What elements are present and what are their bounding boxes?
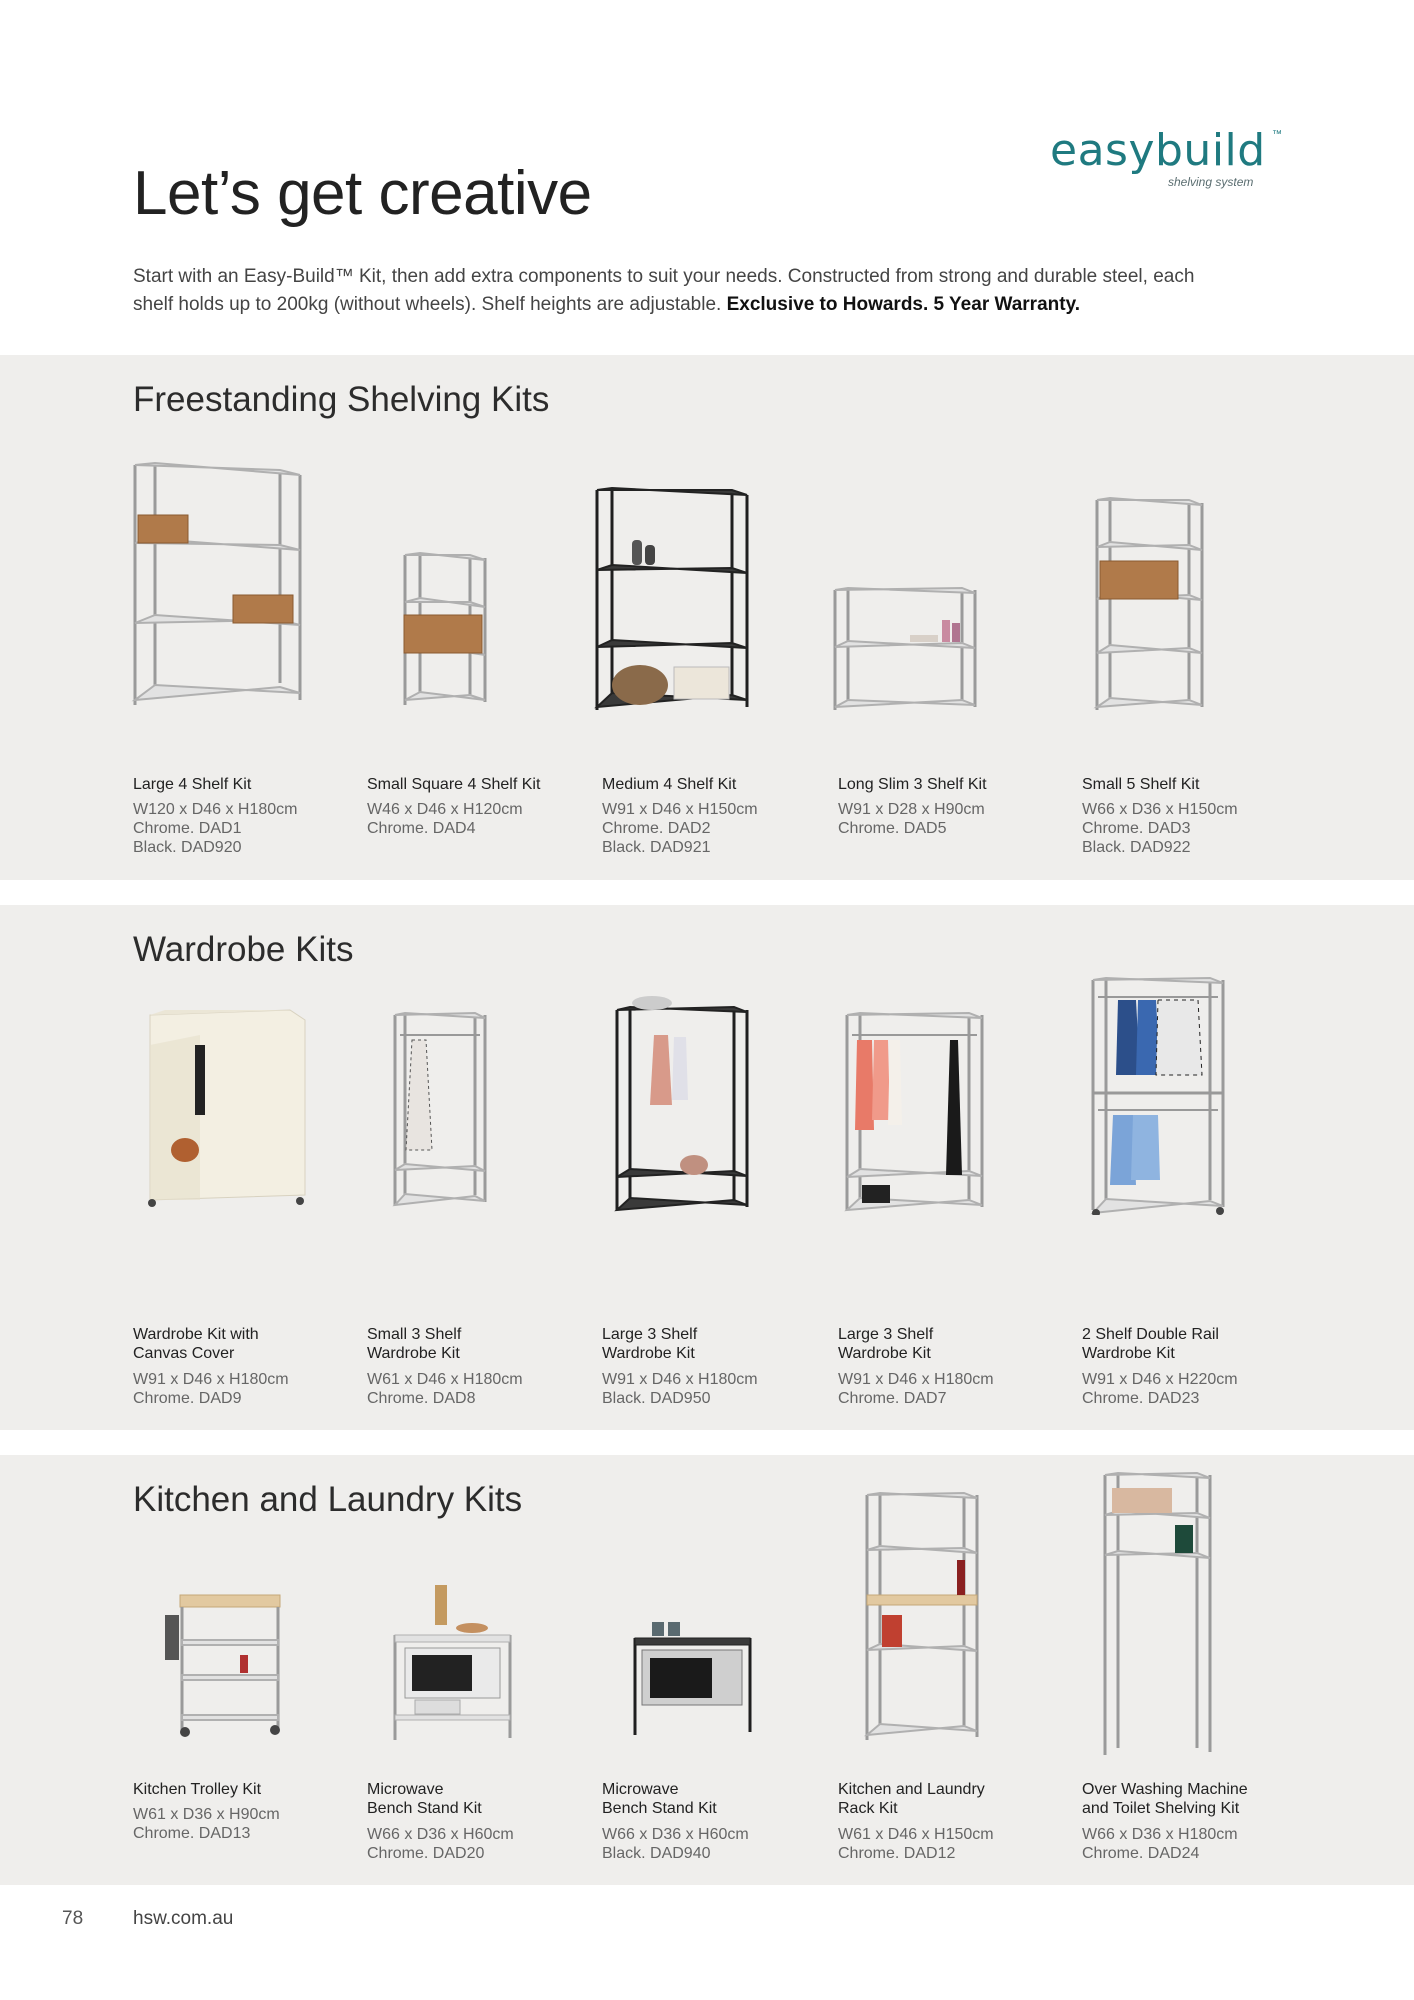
product-spec: Chrome. DAD1 <box>133 820 242 837</box>
product-spec: W91 x D46 x H220cm <box>1082 1371 1238 1388</box>
product-name: Bench Stand Kit <box>602 1800 717 1817</box>
product-spec: Chrome. DAD5 <box>838 820 947 837</box>
product-name: Bench Stand Kit <box>367 1800 482 1817</box>
logo-wordmark: easybuild <box>1050 125 1266 176</box>
product-spec: W91 x D46 x H180cm <box>602 1371 758 1388</box>
intro-highlight: Exclusive to Howards. 5 Year Warranty. <box>726 294 1081 315</box>
product-name: Canvas Cover <box>133 1345 235 1362</box>
product-spec: Chrome. DAD23 <box>1082 1390 1200 1407</box>
product-spec: Black. DAD940 <box>602 1845 711 1862</box>
website-link[interactable]: hsw.com.au <box>133 1908 234 1929</box>
product-spec: Black. DAD922 <box>1082 839 1191 856</box>
product-spec: W91 x D46 x H150cm <box>602 801 758 818</box>
product-name: Wardrobe Kit <box>367 1345 460 1362</box>
product-name: Wardrobe Kit with <box>133 1326 259 1343</box>
product-name: Over Washing Machine <box>1082 1781 1248 1798</box>
product-name: Small 3 Shelf <box>367 1326 462 1343</box>
section-title: Kitchen and Laundry Kits <box>133 1480 523 1519</box>
product-image-long-slim-3-shelf <box>830 585 980 715</box>
product-spec: Chrome. DAD12 <box>838 1845 956 1862</box>
easybuild-logo <box>1050 125 1290 195</box>
product-spec: Chrome. DAD20 <box>367 1845 485 1862</box>
section-wardrobe <box>0 905 1414 1430</box>
product-spec: Black. DAD950 <box>602 1390 711 1407</box>
product-name: Medium 4 Shelf Kit <box>602 776 737 793</box>
product-image-kitchen-trolley <box>160 1590 290 1740</box>
product-spec: W61 x D46 x H180cm <box>367 1371 523 1388</box>
product-spec: Black. DAD920 <box>133 839 242 856</box>
product-spec: W66 x D36 x H180cm <box>1082 1826 1238 1843</box>
product-spec: Black. DAD921 <box>602 839 711 856</box>
product-image-kitchen-laundry-rack <box>862 1490 982 1745</box>
section-title: Wardrobe Kits <box>133 930 354 969</box>
product-spec: W66 x D36 x H150cm <box>1082 801 1238 818</box>
product-name: Small 5 Shelf Kit <box>1082 776 1200 793</box>
product-name: Large 3 Shelf <box>838 1326 934 1343</box>
product-name: Microwave <box>367 1781 444 1798</box>
product-image-over-washing-machine <box>1100 1470 1215 1760</box>
product-spec: W91 x D46 x H180cm <box>133 1371 289 1388</box>
product-name: 2 Shelf Double Rail <box>1082 1326 1219 1343</box>
product-spec: W91 x D46 x H180cm <box>838 1371 994 1388</box>
intro-body: Start with an Easy-Build™ Kit, then add extra components to suit your needs. Constructed from strong and durable steel, each shelf holds up to 200kg (without wheels). Shelf heights are adjustable. <box>133 266 1195 315</box>
product-name: Wardrobe Kit <box>1082 1345 1175 1362</box>
product-name: Kitchen Trolley Kit <box>133 1781 262 1798</box>
product-spec: Chrome. DAD2 <box>602 820 711 837</box>
product-spec: Chrome. DAD13 <box>133 1825 251 1842</box>
product-image-large-3-shelf-wardrobe-black <box>612 995 752 1215</box>
product-spec: W91 x D28 x H90cm <box>838 801 985 818</box>
section-title: Freestanding Shelving Kits <box>133 380 550 419</box>
product-spec: Chrome. DAD4 <box>367 820 476 837</box>
product-spec: W61 x D36 x H90cm <box>133 1806 280 1823</box>
logo-tagline: shelving system <box>1168 175 1254 189</box>
product-spec: Chrome. DAD8 <box>367 1390 476 1407</box>
product-name: and Toilet Shelving Kit <box>1082 1800 1240 1817</box>
product-name: Rack Kit <box>838 1800 898 1817</box>
product-image-double-rail-wardrobe <box>1088 975 1228 1215</box>
product-spec: W120 x D46 x H180cm <box>133 801 298 818</box>
product-image-large-4-shelf <box>130 455 305 710</box>
product-name: Microwave <box>602 1781 679 1798</box>
page-title: Let’s get creative <box>133 159 592 228</box>
product-image-medium-4-shelf <box>592 485 752 715</box>
product-spec: Chrome. DAD9 <box>133 1390 242 1407</box>
product-name: Wardrobe Kit <box>838 1345 931 1362</box>
product-spec: W66 x D36 x H60cm <box>602 1826 749 1843</box>
page-number: 78 <box>62 1908 84 1929</box>
product-image-microwave-stand-chrome <box>390 1580 515 1745</box>
product-spec: W46 x D46 x H120cm <box>367 801 523 818</box>
product-spec: Chrome. DAD3 <box>1082 820 1191 837</box>
product-spec: W66 x D36 x H60cm <box>367 1826 514 1843</box>
product-name: Small Square 4 Shelf Kit <box>367 776 541 793</box>
product-spec: W61 x D46 x H150cm <box>838 1826 994 1843</box>
product-name: Long Slim 3 Shelf Kit <box>838 776 987 793</box>
intro-text <box>133 263 1233 319</box>
section-freestanding <box>0 355 1414 880</box>
product-spec: Chrome. DAD7 <box>838 1390 947 1407</box>
product-name: Large 4 Shelf Kit <box>133 776 252 793</box>
product-image-large-3-shelf-wardrobe-chrome <box>842 1010 987 1215</box>
product-image-microwave-stand-black <box>630 1620 755 1740</box>
product-spec: Chrome. DAD24 <box>1082 1845 1200 1862</box>
product-image-small-square-4-shelf <box>400 550 490 710</box>
product-name: Wardrobe Kit <box>602 1345 695 1362</box>
product-image-small-5-shelf <box>1092 495 1207 715</box>
product-image-wardrobe-canvas <box>140 1005 310 1210</box>
product-image-small-3-shelf-wardrobe <box>390 1010 490 1210</box>
product-name: Large 3 Shelf <box>602 1326 698 1343</box>
logo-trademark: ™ <box>1272 129 1282 140</box>
product-name: Kitchen and Laundry <box>838 1781 985 1798</box>
section-kitchen-laundry <box>0 1455 1414 1885</box>
